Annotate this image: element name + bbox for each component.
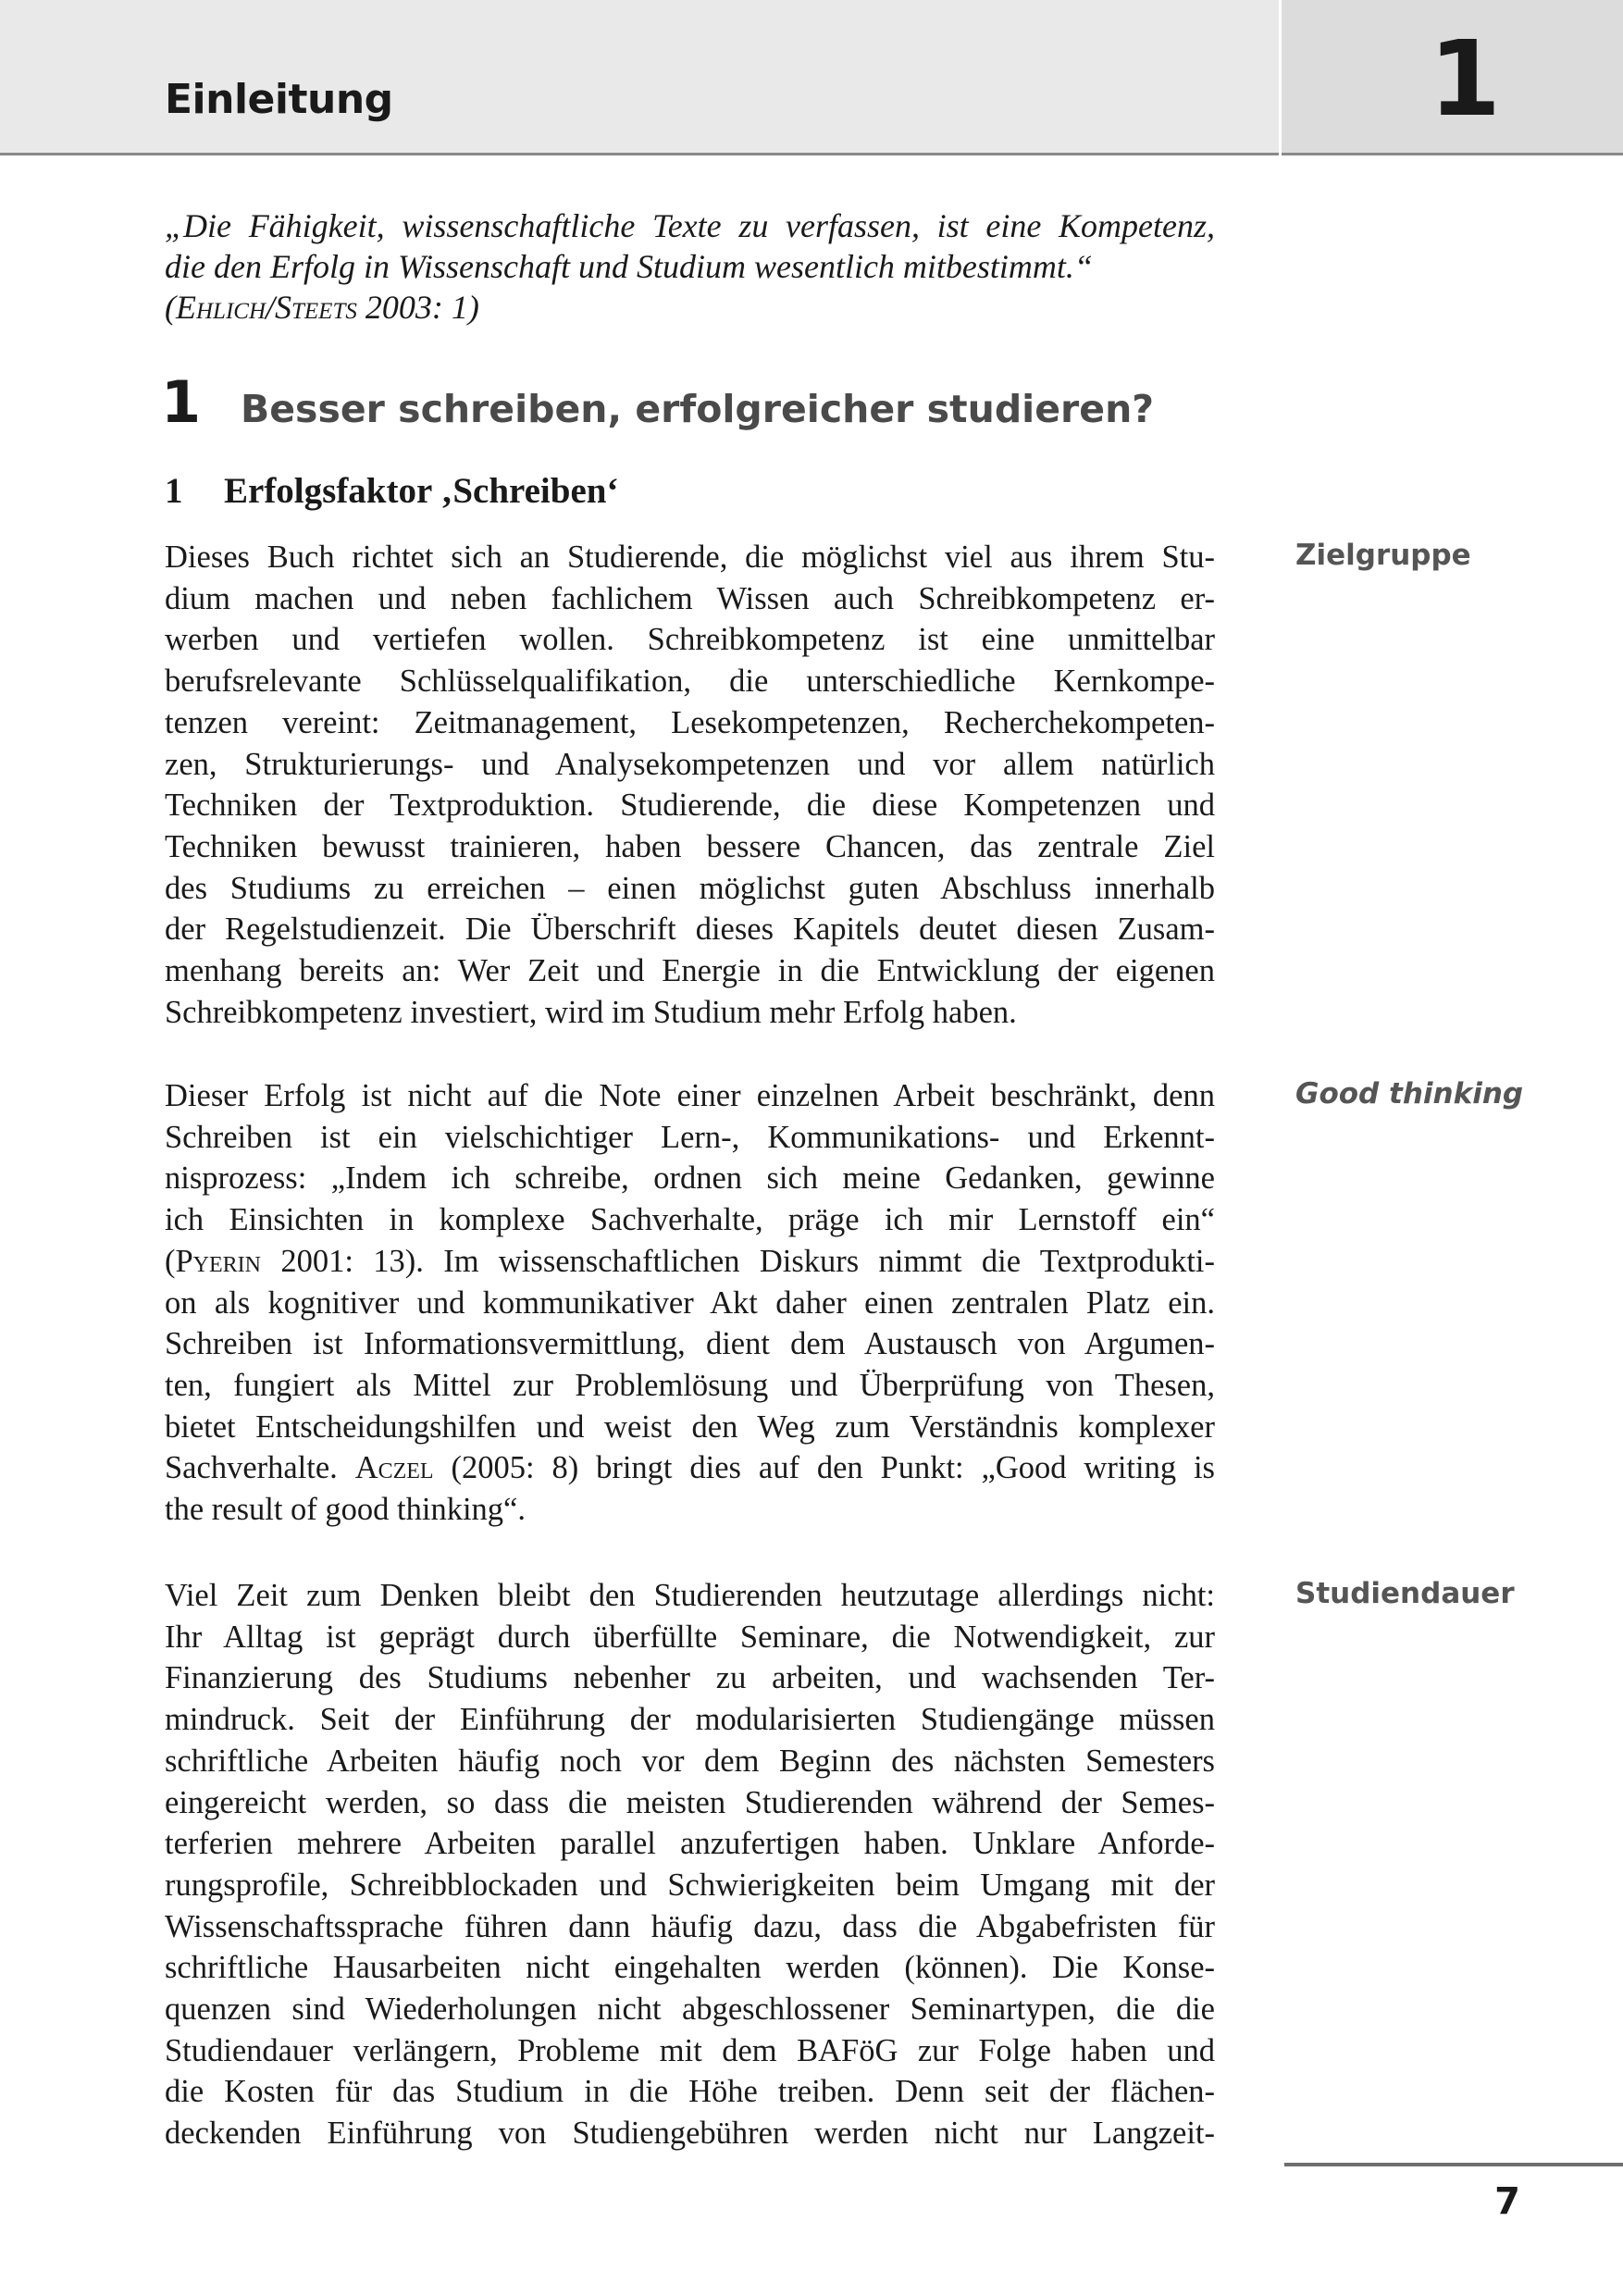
text-line: Studiendauer verlängern, Probleme mit dem BAFöG zur Folge haben und: [165, 2032, 1215, 2068]
text-line: the result of good thinking“.: [165, 1492, 526, 1528]
text-line: rungsprofile, Schreibblockaden und Schwierigkeiten beim Umgang mit der: [165, 1867, 1215, 1903]
text-line: ten, fungiert als Mittel zur Problemlösung und Überprüfung von Thesen,: [165, 1367, 1215, 1403]
text-line: Schreibkompetenz investiert, wird im Studium mehr Erfolg haben.: [165, 994, 1017, 1030]
running-header: [0, 0, 1279, 155]
section-heading-title: Erfolgsfaktor ‚Schreiben‘: [224, 471, 619, 511]
text-line: schriftliche Hausarbeiten nicht eingehalten werden (können). Die Konse-: [165, 1950, 1215, 1986]
text-line: Ihr Alltag ist geprägt durch überfüllte Seminare, die Notwendigkeit, zur: [165, 1619, 1215, 1655]
body-paragraph-1: [165, 537, 1215, 1033]
text-line: berufsrelevante Schlüsselqualifikation, die unterschiedliche Kernkompe-: [165, 664, 1215, 700]
text-line: des Studiums zu erreichen – einen möglichst guten Abschluss innerhalb: [165, 870, 1215, 906]
citation-author: Ehlich/Steets: [176, 289, 357, 326]
text-line: Dieses Buch richtet sich an Studierende, die möglichst viel aus ihrem Stu-: [165, 540, 1215, 575]
motto-quote: [165, 205, 1215, 328]
page-number: 7: [1494, 2180, 1520, 2223]
motto-line: „Die Fähigkeit, wissenschaftliche Texte zu verfassen, ist eine Kompetenz,: [165, 207, 1215, 244]
text-line: on als kognitiver und kommunikativer Akt daher einen zentralen Platz ein.: [165, 1285, 1215, 1321]
motto-line: die den Erfolg in Wissenschaft und Studium wesentlich mitbestimmt.“: [165, 248, 1093, 285]
text-line: terferien mehrere Arbeiten parallel anzufertigen haben. Unklare Anforde-: [165, 1826, 1215, 1862]
text-line: Viel Zeit zum Denken bleibt den Studierenden heutzutage allerdings nicht:: [165, 1578, 1215, 1613]
section-heading-number: 1: [165, 471, 183, 511]
text-line: Techniken der Textproduktion. Studierende, die diese Kompetenzen und: [165, 788, 1215, 824]
text-line: (Pyerin 2001: 13). Im wissenschaftlichen Diskurs nimmt die Textprodukti-: [165, 1243, 1215, 1279]
text-line: Dieser Erfolg ist nicht auf die Note einer einzelnen Arbeit beschränkt, denn: [165, 1078, 1215, 1113]
motto-citation: (Ehlich/Steets 2003: 1): [165, 289, 479, 326]
text-line: quenzen sind Wiederholungen nicht abgeschlossener Seminartypen, die die: [165, 1992, 1215, 2028]
margin-note-good-thinking: Good thinking: [1295, 1077, 1524, 1111]
text-line: ich Einsichten in komplexe Sachverhalte, präge ich mir Lernstoff ein“: [165, 1202, 1215, 1238]
margin-note-zielgruppe: Zielgruppe: [1295, 539, 1471, 572]
running-header-title: Einleitung: [165, 76, 393, 123]
section-heading: [165, 470, 618, 512]
citation-author: Aczel: [354, 1450, 434, 1486]
margin-note-studiendauer: Studiendauer: [1295, 1577, 1515, 1610]
footer-rule: [1284, 2163, 1623, 2166]
text-line: mindruck. Seit der Einführung der modularisierten Studiengänge müssen: [165, 1702, 1215, 1738]
text-line: nisprozess: „Indem ich schreibe, ordnen sich meine Gedanken, gewinne: [165, 1160, 1215, 1197]
text-line: Sachverhalte. Aczel (2005: 8) bringt dies auf den Punkt: „Good writing is: [165, 1450, 1215, 1486]
text-line: schriftliche Arbeiten häufig noch vor dem Beginn des nächsten Semesters: [165, 1743, 1215, 1779]
text-line: dium machen und neben fachlichem Wissen auch Schreibkompetenz er-: [165, 580, 1215, 616]
text-line: Techniken bewusst trainieren, haben bessere Chancen, das zentrale Ziel: [165, 828, 1215, 864]
chapter-tab: [1282, 0, 1623, 155]
chapter-tab-number: 1: [1429, 19, 1501, 140]
text-line: die Kosten für das Studium in die Höhe treiben. Denn seit der flächen-: [165, 2074, 1215, 2110]
text-line: zen, Strukturierungs- und Analysekompetenzen und vor allem natürlich: [165, 746, 1215, 782]
text-line: bietet Entscheidungshilfen und weist den Weg zum Verständnis komplexer: [165, 1409, 1215, 1445]
text-line: eingereicht werden, so dass die meisten Studierenden während der Semes-: [165, 1784, 1215, 1820]
text-line: Schreiben ist Informationsvermittlung, dient dem Austausch von Argumen-: [165, 1326, 1215, 1362]
chapter-heading-title: Besser schreiben, erfolgreicher studieren?: [241, 387, 1155, 431]
chapter-heading-number: 1: [161, 368, 202, 436]
text-line: der Regelstudienzeit. Die Überschrift dieses Kapitels deutet diesen Zusam-: [165, 912, 1215, 948]
text-line: deckenden Einführung von Studiengebühren werden nicht nur Langzeit-: [165, 2116, 1215, 2152]
text-line: Finanzierung des Studiums nebenher zu arbeiten, und wachsenden Ter-: [165, 1660, 1215, 1696]
citation-author: Pyerin: [175, 1243, 262, 1279]
text-line: tenzen vereint: Zeitmanagement, Lesekompetenzen, Recherchekompeten-: [165, 704, 1215, 740]
text-line: menhang bereits an: Wer Zeit und Energie in die Entwicklung der eigenen: [165, 953, 1215, 989]
body-paragraph-2: [165, 1075, 1215, 1531]
chapter-heading: [161, 368, 1154, 436]
body-paragraph-3: [165, 1575, 1215, 2154]
text-line: werben und vertiefen wollen. Schreibkompetenz ist eine unmittelbar: [165, 622, 1215, 658]
text-line: Schreiben ist ein vielschichtiger Lern-, Kommunikations- und Erkennt-: [165, 1119, 1215, 1155]
text-line: Wissenschaftssprache führen dann häufig dazu, dass die Abgabefristen für: [165, 1908, 1215, 1944]
